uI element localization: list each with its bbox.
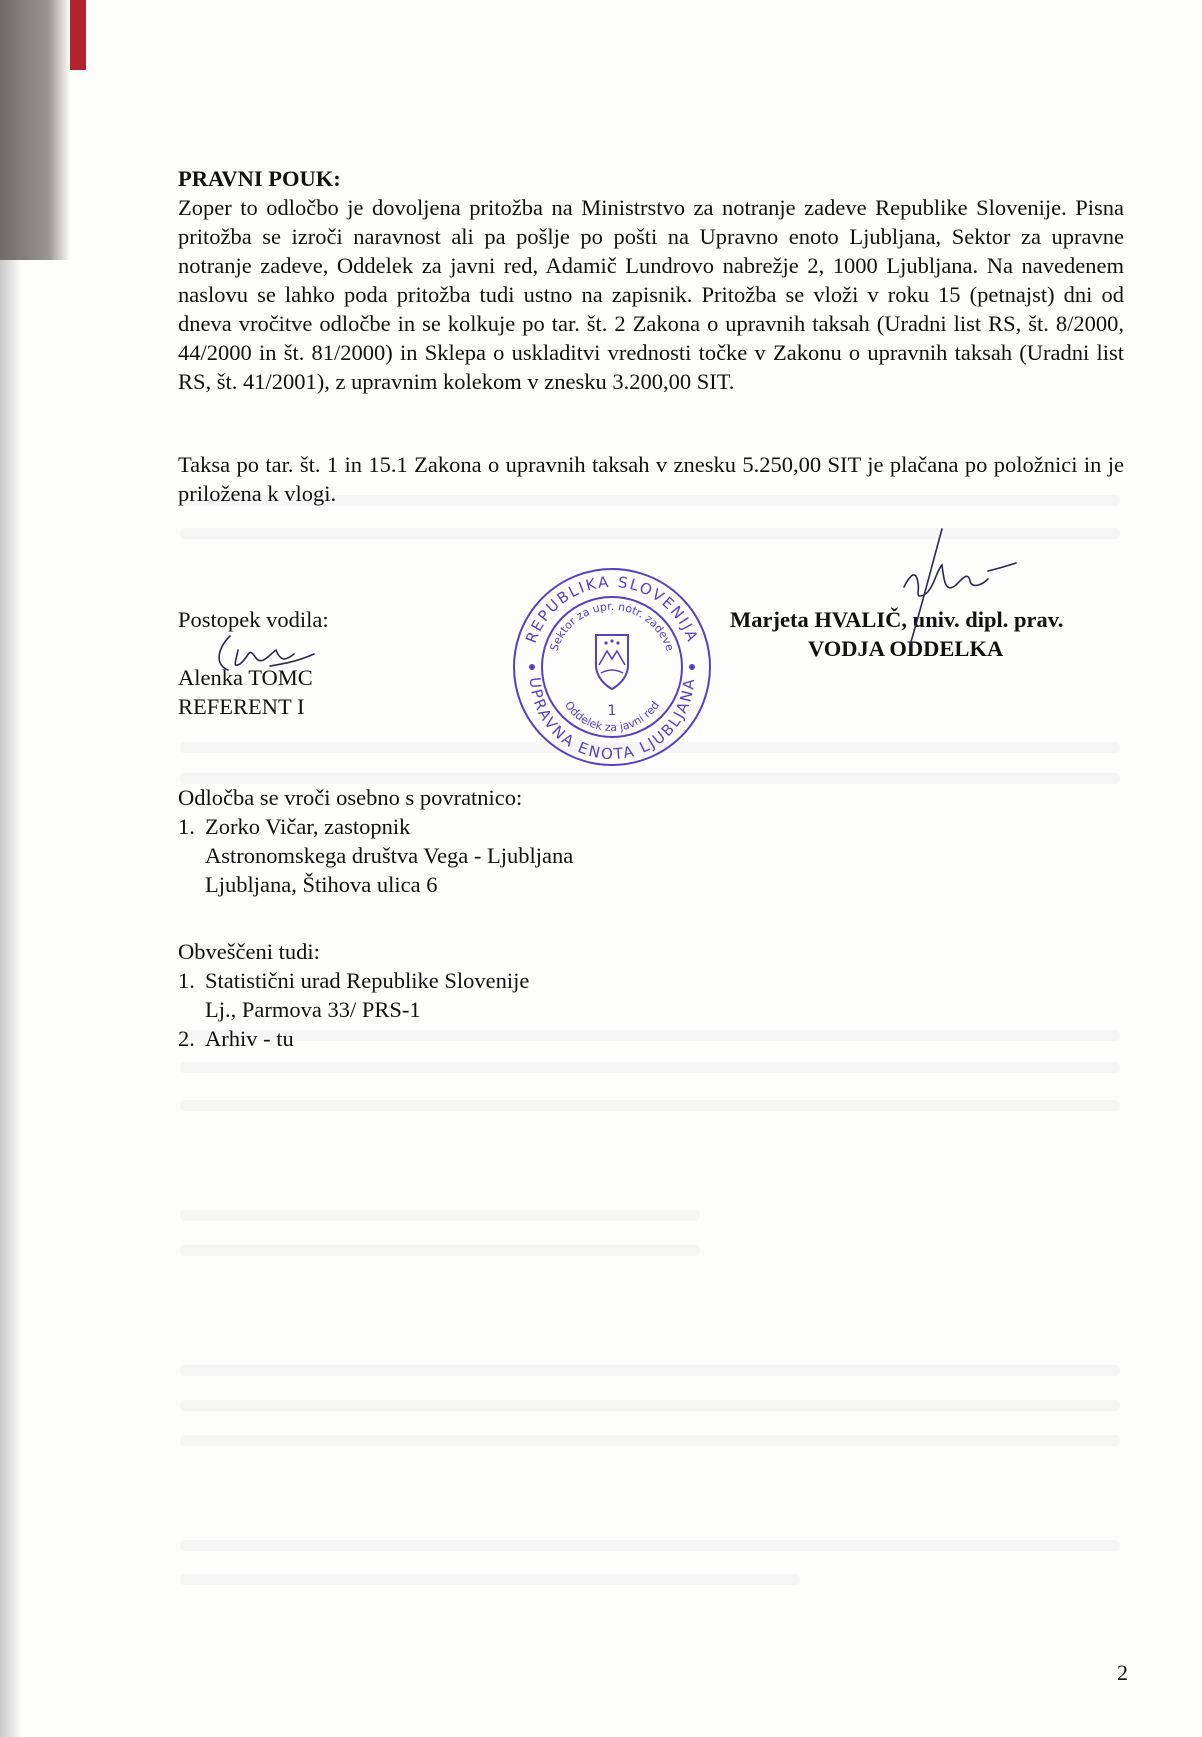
- bleed-through-line: [180, 1062, 1120, 1073]
- official-stamp: [510, 565, 715, 770]
- list-item-line: Statistični urad Republike Slovenije: [205, 968, 530, 993]
- svg-text:1: 1: [607, 703, 617, 719]
- bleed-through-line: [180, 1210, 700, 1221]
- list-item-number: 1.: [178, 814, 195, 839]
- officer-signature: [210, 628, 320, 678]
- list-item-line: Lj., Parmova 33/ PRS-1: [205, 997, 421, 1022]
- delivery-list: [178, 812, 573, 899]
- scan-folder-edge: [0, 0, 70, 260]
- list-item-line: Astronomskega društva Vega - Ljubljana: [205, 843, 574, 868]
- notified-list: [178, 966, 529, 1053]
- scan-red-tab: [70, 0, 86, 70]
- legal-notice-paragraph: Zoper to odločbo je dovoljena pritožba na Ministrstvo za notranje zadeve Republike Slovenije. Pisna pritožba se izroči naravnost ali pa pošlje po pošti na Upravno enoto Ljubljana, Sektor za upravne notranje zadeve, Oddelek za javni red, Adamič Lundrovo nabrežje 2, 1000 Ljubljana. Na navedenem naslovu se lahko poda pritožba tudi ustno na zapisnik. Pritožba se vloži v roku 15 (petnajst) dni od dneva vročitve odločbe in se kolkuje po tar. št. 2 Zakona o upravnih taksah (Uradni list RS, št. 8/2000, 44/2000 in št. 81/2000) in Sklepa o uskladitvi vrednosti točke v Zakonu o upravnih taksah (Uradni list RS, št. 41/2001), z upravnim kolekom v znesku 3.200,00 SIT.: [178, 195, 1124, 394]
- delivery-heading: Odločba se vroči osebno s povratnico:: [178, 785, 523, 810]
- scan-edge-shadow: [0, 0, 22, 1737]
- svg-text:UPRAVNA ENOTA LJUBLJANA: UPRAVNA ENOTA LJUBLJANA: [525, 676, 699, 764]
- bleed-through-line: [180, 1365, 1120, 1376]
- head-signature: [870, 525, 1030, 650]
- list-item-line: Ljubljana, Štihova ulica 6: [205, 872, 438, 897]
- delivery-section: [178, 783, 573, 899]
- bleed-through-line: [180, 1574, 800, 1585]
- svg-text:REPUBLIKA SLOVENIJA: REPUBLIKA SLOVENIJA: [522, 572, 702, 646]
- list-item-line: Zorko Vičar, zastopnik: [205, 814, 411, 839]
- procedure-label: Postopek vodila:: [178, 607, 329, 632]
- fee-paragraph: Taksa po tar. št. 1 in 15.1 Zakona o upravnih taksah v znesku 5.250,00 SIT je plačana po položnici in je priložena k vlogi.: [178, 452, 1124, 506]
- bleed-through-line: [180, 1540, 1120, 1551]
- bleed-through-line: [180, 1400, 1120, 1411]
- page-number: 2: [1117, 1660, 1128, 1685]
- list-item-number: 2.: [178, 1026, 195, 1051]
- list-item: [178, 1024, 529, 1053]
- bleed-through-line: [180, 1245, 700, 1256]
- bleed-through-line: [180, 1100, 1120, 1111]
- svg-text:Oddelek za javni red: Oddelek za javni red: [561, 698, 662, 735]
- svg-text:Sektor za upr. notr. zadeve: Sektor za upr. notr. zadeve: [547, 599, 677, 653]
- list-item-line: Arhiv - tu: [205, 1026, 294, 1051]
- procedure-officer-name: Alenka TOMC: [178, 665, 313, 690]
- procedure-officer-role: REFERENT I: [178, 694, 305, 719]
- list-item-number: 1.: [178, 968, 195, 993]
- head-of-department-name: Marjeta HVALIČ, univ. dipl. prav.: [730, 607, 1064, 632]
- list-item: [178, 966, 529, 1024]
- bleed-through-line: [180, 1435, 1120, 1446]
- list-item: [178, 812, 573, 899]
- legal-notice-section: [178, 164, 1124, 396]
- head-of-department-role: VODJA ODDELKA: [808, 636, 1004, 661]
- legal-notice-heading: PRAVNI POUK:: [178, 166, 341, 191]
- notified-section: [178, 937, 529, 1053]
- notified-heading: Obveščeni tudi:: [178, 939, 320, 964]
